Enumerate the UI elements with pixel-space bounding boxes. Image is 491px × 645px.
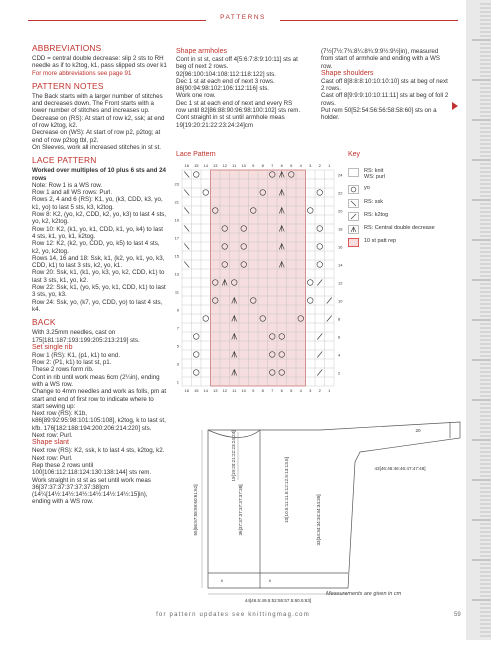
ruler-ticks — [466, 0, 491, 640]
slant-row-instruction: Work straight in st st as set until work meas 36[37:37:37:37:37:37:38]cm (14¼[14½:14½:14½:14½:14½:14½:15]in), ending with a WS row. — [32, 476, 151, 506]
row-label: 4 — [338, 352, 341, 358]
lace-chart — [170, 158, 345, 398]
section-header — [28, 14, 458, 26]
key-item-label: RS: Central double decrease — [364, 225, 435, 231]
column-label: 2 — [318, 388, 321, 393]
key-item-knit — [348, 168, 385, 180]
lace-row-instruction: Rows 14, 16 and 18: Ssk, k1, (k2, yo, k1, yo, k3, CDD, k1) to last 3 sts, k2, yo, k1. — [32, 254, 165, 270]
armhole-row-instruction: Dec 1 st at each end of next 3 rows. — [176, 77, 275, 85]
k2tog-symbol — [327, 316, 332, 322]
lace-rows — [32, 182, 167, 313]
dim-sleeve-top: 20 — [415, 428, 421, 433]
column-label: 8 — [261, 163, 264, 168]
notes-text: The Back starts with a larger number of stitches and decreases down. The Front starts with a lower number of stitches and increases up. — [32, 92, 163, 115]
row-label: 12 — [338, 280, 343, 286]
row-label: 23 — [174, 181, 179, 187]
row-label: 16 — [338, 244, 343, 250]
lace-row-instruction: Row 10: K2, (k1, yo, k1, CDD, k1, yo, k4) to last 4 sts, k1, yo, k1, k2tog. — [32, 225, 164, 240]
yo-symbol — [307, 208, 313, 214]
k2tog-key-mark — [351, 214, 356, 219]
k2tog-symbol — [317, 334, 322, 340]
yo-symbol — [317, 244, 323, 250]
column-label: 5 — [290, 388, 293, 393]
shoulders-rows — [321, 78, 451, 122]
lace-row-instruction: Note: Row 1 is a WS row. — [32, 181, 103, 189]
row-label: 14 — [338, 262, 343, 268]
measurements-note: Measurements are given in cm — [326, 591, 402, 597]
armhole-row-instruction: Cont in st st, cast off 4[5:6:7:8:9:10:11] sts at beg of next 2 rows. — [176, 56, 298, 71]
column-label: 14 — [203, 163, 208, 168]
yo-symbol — [203, 316, 209, 322]
dim-hem: 6 — [221, 579, 223, 583]
rib-row-instruction: Next row (RS): K1b, k86[89:92:95:98:101:105:108], k2tog, k to last st, kfb. 176[182:188:194:200:206:214:220] sts. — [32, 410, 166, 432]
key-item-label: RS: k2tog — [364, 212, 389, 218]
rib-row-instruction: These 2 rows form rib. — [32, 366, 94, 374]
column-label: 3 — [309, 388, 312, 393]
dim-shoulder: 10[10.5:11:11.5:12:12.5:13:13.5] — [284, 457, 289, 523]
row-label: 2 — [338, 370, 341, 376]
row-label: 17 — [174, 235, 179, 241]
key-item-k2tog — [348, 212, 388, 221]
armhole-row-instruction: 92[96:100:104:108:112:118:122] sts. — [176, 70, 276, 78]
single-rib-heading: Set single rib — [32, 343, 73, 351]
column-label: 7 — [271, 163, 274, 168]
yo-icon — [348, 185, 359, 194]
dim-body-length: 55[56:57:58:59:60:61:62] — [193, 484, 198, 536]
column-label: 13 — [213, 163, 218, 168]
dim-center: 33[34:34:34:34:34:34:35] — [316, 494, 321, 546]
column-label: 12 — [222, 163, 227, 168]
ssk-symbol — [184, 226, 189, 232]
rep-icon — [348, 238, 359, 247]
header-rule-right — [280, 20, 458, 21]
row-label: 21 — [174, 199, 179, 205]
column-label: 16 — [184, 388, 189, 393]
column-label: 11 — [232, 388, 237, 393]
back-text: With 3.25mm needles, cast on 175[181:187:193:199:205:213:219] sts. — [32, 329, 140, 344]
k2tog-symbol — [327, 298, 332, 304]
lace-intro: Worked over multiples of 10 plus 6 sts and 24 rows — [32, 167, 166, 182]
column-label: 15 — [194, 163, 199, 168]
row-label: 22 — [338, 190, 343, 196]
yo-symbol — [317, 190, 323, 196]
dim-back-width: 44[46.5:49.5:52:55:57.5:60.5:63] — [244, 598, 312, 603]
key-item-label: RS: ssk — [364, 199, 383, 205]
yo-symbol — [193, 352, 199, 358]
column-label: 11 — [232, 163, 237, 168]
key-item-label: 10 st patt rep — [364, 238, 397, 244]
row-label: 9 — [176, 307, 179, 313]
row-label: 19 — [174, 217, 179, 223]
key-title: Key — [348, 151, 361, 158]
ssk-symbol — [184, 244, 189, 250]
cdd-icon — [348, 225, 359, 234]
ssk-symbol — [184, 262, 189, 268]
lace-pattern-heading: LACE PATTERN — [32, 155, 97, 166]
section-title: PATTERNS — [220, 14, 266, 21]
column-label: 1 — [328, 163, 331, 168]
page-number: 59 — [454, 612, 461, 618]
abbreviation-cdd: CDD = central double decrease: slip 2 sts to RH needle as if to k2tog, k1, pass slipped sts over k1 — [32, 55, 167, 70]
row-label: 1 — [176, 379, 179, 385]
column-label: 10 — [241, 163, 246, 168]
key-item-label: RS: knit WS: purl — [364, 168, 386, 180]
lace-row-instruction: Row 8: K2, (yo, k2, CDD, k2, yo, k3) to last 4 sts, yo, k2, k2tog. — [32, 211, 167, 226]
k2tog-symbol — [317, 280, 322, 286]
abbreviations-link[interactable]: For more abbreviations see page 91 — [32, 69, 132, 77]
lace-row-instruction: Rows 2, 4 and 6 (RS): K1, yo, (k3, CDD, k3, yo, k1, yo) to last 5 sts, k3, k2tog. — [32, 196, 163, 211]
single-rib-rows — [32, 352, 167, 440]
key-item-ssk — [348, 199, 383, 208]
column-label: 13 — [213, 388, 218, 393]
dim-side-length: 36[37:37:37:37:37:37:38] — [238, 484, 243, 536]
ssk-icon — [348, 199, 359, 208]
row-label: 11 — [174, 289, 179, 295]
pattern-notes-heading: PATTERN NOTES — [32, 80, 104, 91]
notes-sleeves: On Sleeves, work all increased stitches in st st. — [32, 143, 161, 151]
slant-row-instruction: Rep these 2 rows until 100[106:112:118:124:130:138:144] sts rem. — [32, 461, 152, 477]
column-label: 3 — [309, 163, 312, 168]
body-outline — [208, 422, 460, 588]
abbreviations-heading: ABBREVIATIONS — [32, 43, 102, 53]
column-label: 12 — [222, 388, 227, 393]
ssk-symbol — [184, 208, 189, 214]
armhole-row-instruction: Dec 1 st at each end of next and every RS row until 82[86:88:90:96:98:100:102] sts rem. — [176, 99, 301, 115]
notes-dec-ws: Decrease on (WS): At start of row p2, p2tog; at end of row p2tog tbl, p2. — [32, 129, 161, 144]
armhole-continued: (7½[7½:7¾:8¼:8¾:9:9½:9½]in), measured from start of armhole and ending with a WS row. — [321, 48, 440, 70]
dim-cuff: 6 — [269, 579, 271, 583]
column-label: 6 — [280, 163, 283, 168]
yo-symbol — [193, 370, 199, 376]
row-label: 5 — [176, 343, 179, 349]
rib-row-instruction: Change to 4mm needles and work as folls, pm at start and end of first row to indicate where to start sewing up: — [32, 388, 167, 410]
yo-symbol — [317, 226, 323, 232]
row-label: 15 — [174, 253, 179, 259]
column-middle — [176, 48, 301, 129]
slant-row-instruction: Next row: Purl. — [32, 454, 73, 462]
rib-row-instruction: Cont in rib until work meas 6cm (2¼in), ending with a WS row. — [32, 373, 160, 388]
notes-dec-rs: Decrease on (RS): At start of row k2, ssk; at end of row k2tog, k2. — [32, 114, 165, 130]
lace-row-instruction: Row 20: Ssk, k1, (k1, yo, k3, yo, k2, CDD, k1) to last 3 sts, k1, yo, k2. — [32, 269, 165, 284]
column-label: 7 — [271, 388, 274, 393]
dim-armhole: 19[19:20:21:22:23:24:24] — [231, 430, 236, 482]
shape-armholes-heading: Shape armholes — [176, 48, 227, 55]
yo-symbol — [203, 190, 209, 196]
armhole-row-instruction: Cont straight in st st until armhole meas 19[19:20:21:22:23:24:24]cm — [176, 114, 285, 129]
knit-icon — [348, 168, 359, 177]
shape-shoulders-heading: Shape shoulders — [321, 69, 374, 77]
shape-slant-rows — [32, 447, 167, 505]
k2tog-symbol — [317, 370, 322, 376]
column-label: 16 — [184, 163, 189, 168]
cdd-key-mark — [351, 227, 356, 232]
continue-arrow-icon — [452, 102, 458, 110]
row-label: 20 — [338, 208, 343, 214]
column-label: 15 — [194, 388, 199, 393]
back-heading: BACK — [32, 317, 56, 328]
page-edge-ruler — [466, 0, 491, 640]
key-item-yo — [348, 185, 370, 194]
key-item-label: yo — [364, 185, 370, 191]
shoulder-row-instruction: Cast off 8[8:8:8:10:10:10:10] sts at beg of next 2 rows. — [321, 77, 448, 93]
column-label: 8 — [261, 388, 264, 393]
column-label: 10 — [241, 388, 246, 393]
slant-row-instruction: Next row (RS): K2, ssk, k to last 4 sts, k2tog, k2. — [32, 447, 165, 455]
dim-sleeve-width: 43[46:46:46:46:47:47:48] — [374, 466, 426, 471]
column-label: 4 — [299, 388, 302, 393]
row-label: 7 — [176, 325, 179, 331]
yo-symbol — [307, 298, 313, 304]
rib-row-instruction: Row 1 (RS): K1, (p1, k1) to end. — [32, 351, 121, 359]
column-label: 5 — [290, 163, 293, 168]
row-label: 3 — [176, 361, 179, 367]
garment-schematic — [170, 400, 466, 603]
column-label: 9 — [252, 163, 255, 168]
column-label: 2 — [318, 163, 321, 168]
column-label: 9 — [252, 388, 255, 393]
yo-symbol — [307, 280, 313, 286]
armhole-row-instruction: Work one row. — [176, 92, 216, 100]
column-label: 14 — [203, 388, 208, 393]
lace-row-instruction: Row 22: Ssk, k1, (yo, k5, yo, k1, CDD, k1) to last 3 sts, yo, k3. — [32, 284, 166, 299]
lace-row-instruction: Row 12: K2, (k2, yo, CDD, yo, k5) to last 4 sts, k2, yo, k2tog. — [32, 240, 160, 255]
rib-row-instruction: Row 2: (P1, k1) to last st, p1. — [32, 359, 112, 367]
key-item-rep — [348, 238, 396, 247]
chart-title: Lace Pattern — [176, 151, 216, 158]
header-rule-left — [28, 20, 206, 21]
lace-row-instruction: Row 24: Ssk, yo, (k7, yo, CDD, yo) to last 4 sts, k4. — [32, 298, 163, 313]
ssk-key-mark — [351, 201, 356, 206]
yo-symbol — [317, 262, 323, 268]
yo-symbol — [193, 334, 199, 340]
column-label: 4 — [299, 163, 302, 168]
row-label: 8 — [338, 316, 341, 322]
armhole-row-instruction: 86[90:94:98:102:106:112:116] sts. — [176, 85, 270, 93]
k2tog-symbol — [317, 352, 322, 358]
yo-key-mark — [351, 187, 356, 192]
row-label: 6 — [338, 334, 341, 340]
row-label: 24 — [338, 172, 343, 178]
row-label: 10 — [338, 298, 343, 304]
armholes-rows — [176, 56, 301, 129]
row-label: 18 — [338, 226, 343, 232]
ssk-symbol — [184, 190, 189, 196]
rib-row-instruction: Next row: Purl. — [32, 432, 73, 440]
shoulder-row-instruction: Cast off 8[9:9:9:10:10:11:11] sts at beg of foll 2 rows. — [321, 92, 449, 107]
column-right — [321, 48, 451, 122]
footer-text: for pattern updates see knittingmag.com — [156, 612, 310, 618]
column-label: 1 — [328, 388, 331, 393]
k2tog-icon — [348, 212, 359, 221]
ssk-symbol — [184, 172, 189, 178]
column-label: 6 — [280, 388, 283, 393]
shape-slant-heading: Shape slant — [32, 439, 69, 447]
lace-row-instruction: Row 1 and all WS rows: Purl. — [32, 189, 113, 197]
yo-symbol — [193, 172, 199, 178]
key-item-cdd — [348, 225, 435, 234]
row-label: 13 — [174, 271, 179, 277]
column-left — [32, 44, 167, 506]
shoulder-row-instruction: Put rem 50[52:54:56:56:58:58:60] sts on a holder. — [321, 107, 437, 122]
